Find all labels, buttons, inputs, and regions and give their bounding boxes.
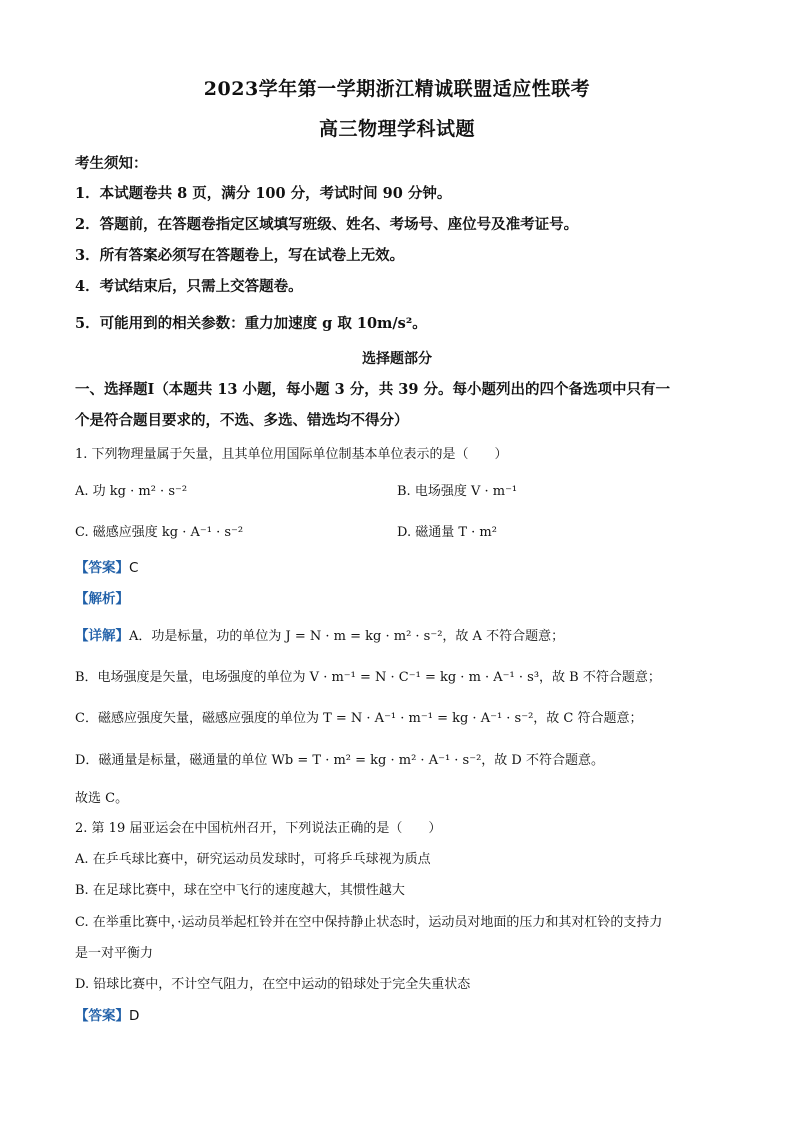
detail-text: A．功是标量，功的单位为 J = N · m = kg · m² · s⁻²，故 A 不符合题意； [129, 629, 565, 644]
answer-line [75, 556, 138, 576]
option-d: D. 磁通量 T · m² [397, 525, 497, 540]
answer-value: D [129, 1008, 140, 1024]
notice-heading: 考生须知： [75, 155, 148, 172]
answer-tag: 【答案】 [75, 1008, 129, 1024]
option-a: A. 功 kg · m² · s⁻² [75, 484, 188, 499]
notice-item: 2．答题前，在答题卷指定区域填写班级、姓名、考场号、座位号及准考证号。 [75, 216, 579, 233]
answer-line [75, 1004, 139, 1024]
option-c: C. 在举重比赛中，·运动员举起杠铃并在空中保持静止状态时，运动员对地面的压力和其对杠铃的支持力 [75, 915, 663, 930]
detail-line: C．磁感应强度矢量，磁感应强度的单位为 T = N · A⁻¹ · m⁻¹ = kg · A⁻¹ · s⁻²，故 C 符合题意； [75, 711, 643, 726]
detail-tag: 【详解】 [75, 628, 129, 644]
part-instructions: 一、选择题Ⅰ（本题共 13 小题，每小题 3 分，共 39 分。每小题列出的四个备选项中只有一 [75, 381, 671, 398]
notice-item: 5．可能用到的相关参数：重力加速度 g 取 10m/s²。 [75, 315, 427, 332]
question-stem: 2. 第 19 届亚运会在中国杭州召开，下列说法正确的是（ ） [75, 821, 442, 836]
notice-item: 1．本试题卷共 8 页，满分 100 分，考试时间 90 分钟。 [75, 185, 452, 202]
option-c: C. 磁感应强度 kg · A⁻¹ · s⁻² [75, 525, 244, 540]
detail-line [75, 624, 564, 644]
option-b: B. 在足球比赛中，球在空中飞行的速度越大，其惯性越大 [75, 883, 405, 898]
answer-value: C [129, 560, 139, 576]
section-title: 选择题部分 [362, 351, 432, 367]
option-c-cont: 是一对平衡力 [75, 946, 154, 961]
exam-title: 2023学年第一学期浙江精诚联盟适应性联考 [203, 78, 591, 100]
notice-item: 4．考试结束后，只需上交答题卷。 [75, 278, 303, 295]
conclusion: 故选 C。 [75, 791, 129, 806]
option-d: D. 铅球比赛中，不计空气阻力，在空中运动的铅球处于完全失重状态 [75, 977, 471, 992]
detail-line: D．磁通量是标量，磁通量的单位 Wb = T · m² = kg · m² · A⁻¹ · s⁻²，故 D 不符合题意。 [75, 753, 604, 768]
option-b: B. 电场强度 V · m⁻¹ [397, 484, 518, 499]
notice-item: 3．所有答案必须写在答题卷上，写在试卷上无效。 [75, 247, 405, 264]
exam-subtitle: 高三物理学科试题 [318, 118, 475, 140]
option-a: A. 在乒乓球比赛中，研究运动员发球时，可将乒乓球视为质点 [75, 852, 431, 867]
detail-line: B．电场强度是矢量，电场强度的单位为 V · m⁻¹ = N · C⁻¹ = kg · m · A⁻¹ · s³，故 B 不符合题意； [75, 670, 661, 685]
part-instructions-cont: 个是符合题目要求的，不选、多选、错选均不得分） [75, 412, 409, 429]
analysis-tag: 【解析】 [75, 591, 129, 607]
question-stem: 1. 下列物理量属于矢量，且其单位用国际单位制基本单位表示的是（ ） [75, 447, 508, 462]
answer-tag: 【答案】 [75, 560, 129, 576]
